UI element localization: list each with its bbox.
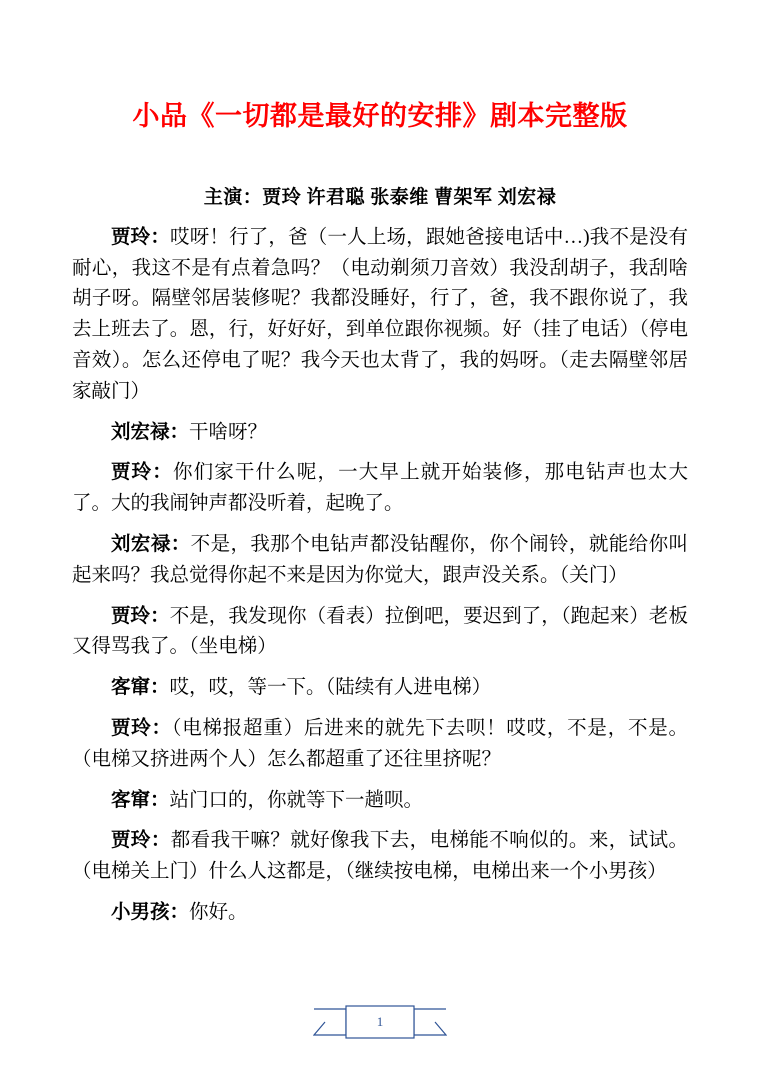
speaker-separator: ： [150, 226, 171, 248]
speaker-name: 小男孩 [111, 901, 170, 923]
line-text: 不是，我那个电钻声都没钻醒你，你个闹铃，就能给你叫起来吗？我总觉得你起不来是因为你觉大，跟声没关系。（关门） [72, 533, 688, 586]
ribbon-banner-icon [313, 1005, 447, 1039]
speaker-name: 贾玲 [111, 830, 151, 852]
speaker-name: 刘宏禄 [111, 421, 170, 443]
line-text: 哎呀！行了，爸（一人上场，跟她爸接电话中…)我不是没有耐心，我这不是有点着急吗？（电动剃须刀音效）我没刮胡子，我刮啥胡子呀。隔壁邻居装修呢？我都没睡好，行了，爸，我不跟你说了，我去上班去了。恩，行，好好好，到单位跟你视频。好（挂了电话）（停电音效）。怎么还停电了呢？我今天也太背了，我的妈呀。（走去隔壁邻居家敲门） [72, 226, 688, 402]
page-footer [0, 1005, 760, 1053]
line-text: 不是，我发现你（看表）拉倒吧，要迟到了，（跑起来）老板又得骂我了。（坐电梯） [72, 605, 688, 658]
speaker-separator: ： [152, 462, 173, 484]
script-line [72, 898, 688, 929]
script-line [72, 714, 688, 776]
speaker-separator: ： [169, 901, 190, 923]
speaker-name: 贾玲 [111, 605, 151, 627]
line-text: （电梯报超重）后进来的就先下去呗！哎哎，不是，不是。（电梯又挤进两个人）怎么都超重了还往里挤呢？ [72, 717, 688, 770]
speaker-separator: ： [150, 789, 170, 811]
script-body [72, 223, 688, 929]
speaker-separator: ： [169, 421, 190, 443]
speaker-separator: ： [150, 830, 171, 852]
line-text: 站门口的，你就等下一趟呗。 [169, 789, 424, 811]
page-title: 小品《一切都是最好的安排》剧本完整版 [132, 101, 628, 131]
speaker-separator: ： [170, 533, 191, 555]
speaker-separator: ： [151, 717, 172, 739]
script-line [72, 673, 688, 704]
speaker-name: 客窜 [111, 677, 151, 699]
speaker-name: 贾玲 [111, 226, 151, 248]
line-text: 你们家干什么呢，一大早上就开始装修，那电钻声也太大了。大的我闹钟声都没听着，起晚了。 [72, 462, 688, 515]
speaker-name: 贾玲 [111, 717, 152, 739]
line-text: 干啥呀？ [189, 421, 268, 443]
speaker-name: 刘宏禄 [111, 533, 171, 555]
script-line [72, 786, 688, 817]
speaker-name: 贾玲 [111, 462, 153, 484]
cast-line: 主演：贾玲 许君聪 张泰维 曹架军 刘宏禄 [203, 186, 557, 208]
script-line [72, 530, 688, 592]
line-text: 都看我干嘛？就好像我下去，电梯能不响似的。来，试试。（电梯关上门）什么人这都是，（继续按电梯，电梯出来一个小男孩） [72, 830, 688, 883]
line-text: 你好。 [189, 901, 248, 923]
speaker-separator: ： [150, 605, 170, 627]
script-line [72, 418, 688, 449]
line-text: 哎，哎，等一下。（陆续有人进电梯） [169, 677, 492, 699]
speaker-separator: ： [150, 677, 170, 699]
script-line [72, 223, 688, 408]
page-number: 1 [376, 1014, 384, 1029]
script-line [72, 458, 688, 520]
script-line [72, 602, 688, 664]
script-line [72, 826, 688, 888]
speaker-name: 客窜 [111, 789, 151, 811]
